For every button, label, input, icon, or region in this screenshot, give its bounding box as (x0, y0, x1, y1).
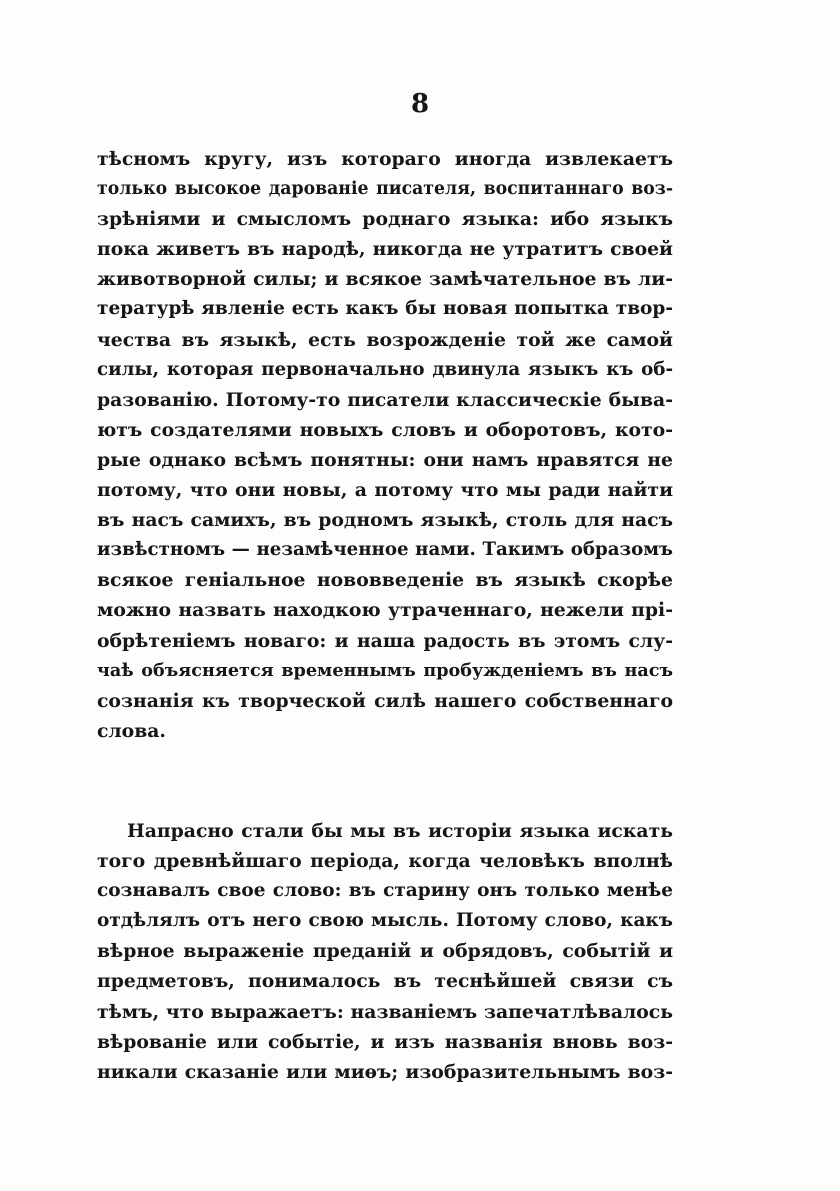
text-line: ютъ создателями новыхъ словъ и оборотовъ, кото- (97, 418, 673, 441)
text-line: тѣсномъ кругу, изъ котораго иногда извлекаетъ (97, 148, 673, 170)
text-line: только высокое дарованіе писателя, воспитаннаго воз- (97, 179, 673, 200)
text-line: силы, которая первоначально двинула языкъ къ об- (97, 358, 673, 380)
text-line: потому, что они новы, а потому что мы ради найти (97, 479, 673, 502)
text-line: обрѣтеніемъ новаго: и наша радость въ этомъ слу- (97, 629, 673, 652)
text-line: сознавалъ свое слово: въ старину онъ только менѣе (97, 880, 673, 902)
text-line: чества въ языкѣ, есть возрожденіе той же самой (97, 328, 673, 351)
text-line: разованію. Потому-то писатели классическіе быва- (97, 388, 673, 411)
text-line: можно назвать находкою утраченнаго, нежели прі- (97, 599, 673, 622)
text-line: въ насъ самихъ, въ родномъ языкѣ, столь для насъ (97, 509, 673, 532)
text-line: извѣстномъ — незамѣченное нами. Такимъ образомъ (97, 539, 673, 561)
paragraph-1 (97, 144, 673, 746)
text-line: рые однако всѣмъ понятны: они намъ нравятся не (97, 448, 673, 471)
text-line: вѣрованіе или событіе, и изъ названія вновь воз- (97, 1030, 673, 1053)
text-line: предметовъ, понималось въ теснѣйшей связи съ (97, 970, 673, 993)
text-line: никали сказаніе или миѳъ; изобразительнымъ воз- (97, 1060, 673, 1083)
text-line: вѣрное выраженіе преданій и обрядовъ, событій и (97, 940, 673, 963)
text-line: тературѣ явленіе есть какъ бы новая попытка твор- (97, 298, 673, 320)
text-line: тѣмъ, что выражаетъ: названіемъ запечатлѣвалось (97, 1000, 673, 1023)
text-line: отдѣлялъ отъ него свою мысль. Потому слово, какъ (97, 910, 673, 932)
text-line: пока живетъ въ народѣ, никогда не утратитъ своей (97, 238, 673, 261)
text-line: того древнѣйшаго періода, когда человѣкъ вполнѣ (97, 850, 673, 873)
text-line: всякое геніальное нововведеніе въ языкѣ скорѣе (97, 569, 673, 592)
text-line: Напрасно стали бы мы въ исторіи языка искать (127, 820, 673, 842)
text-line: животворной силы; и всякое замѣчательное въ ли- (97, 268, 673, 291)
paragraph-2 (97, 816, 673, 1087)
text-line: чаѣ объясняется временнымъ пробужденіемъ въ насъ (97, 659, 673, 681)
text-line: зрѣніями и смысломъ роднаго языка: ибо языкъ (97, 208, 673, 231)
text-line: сознанія къ творческой силѣ нашего собственнаго (97, 689, 673, 712)
text-line: слова. (97, 719, 166, 742)
page-number: 8 (410, 89, 430, 119)
